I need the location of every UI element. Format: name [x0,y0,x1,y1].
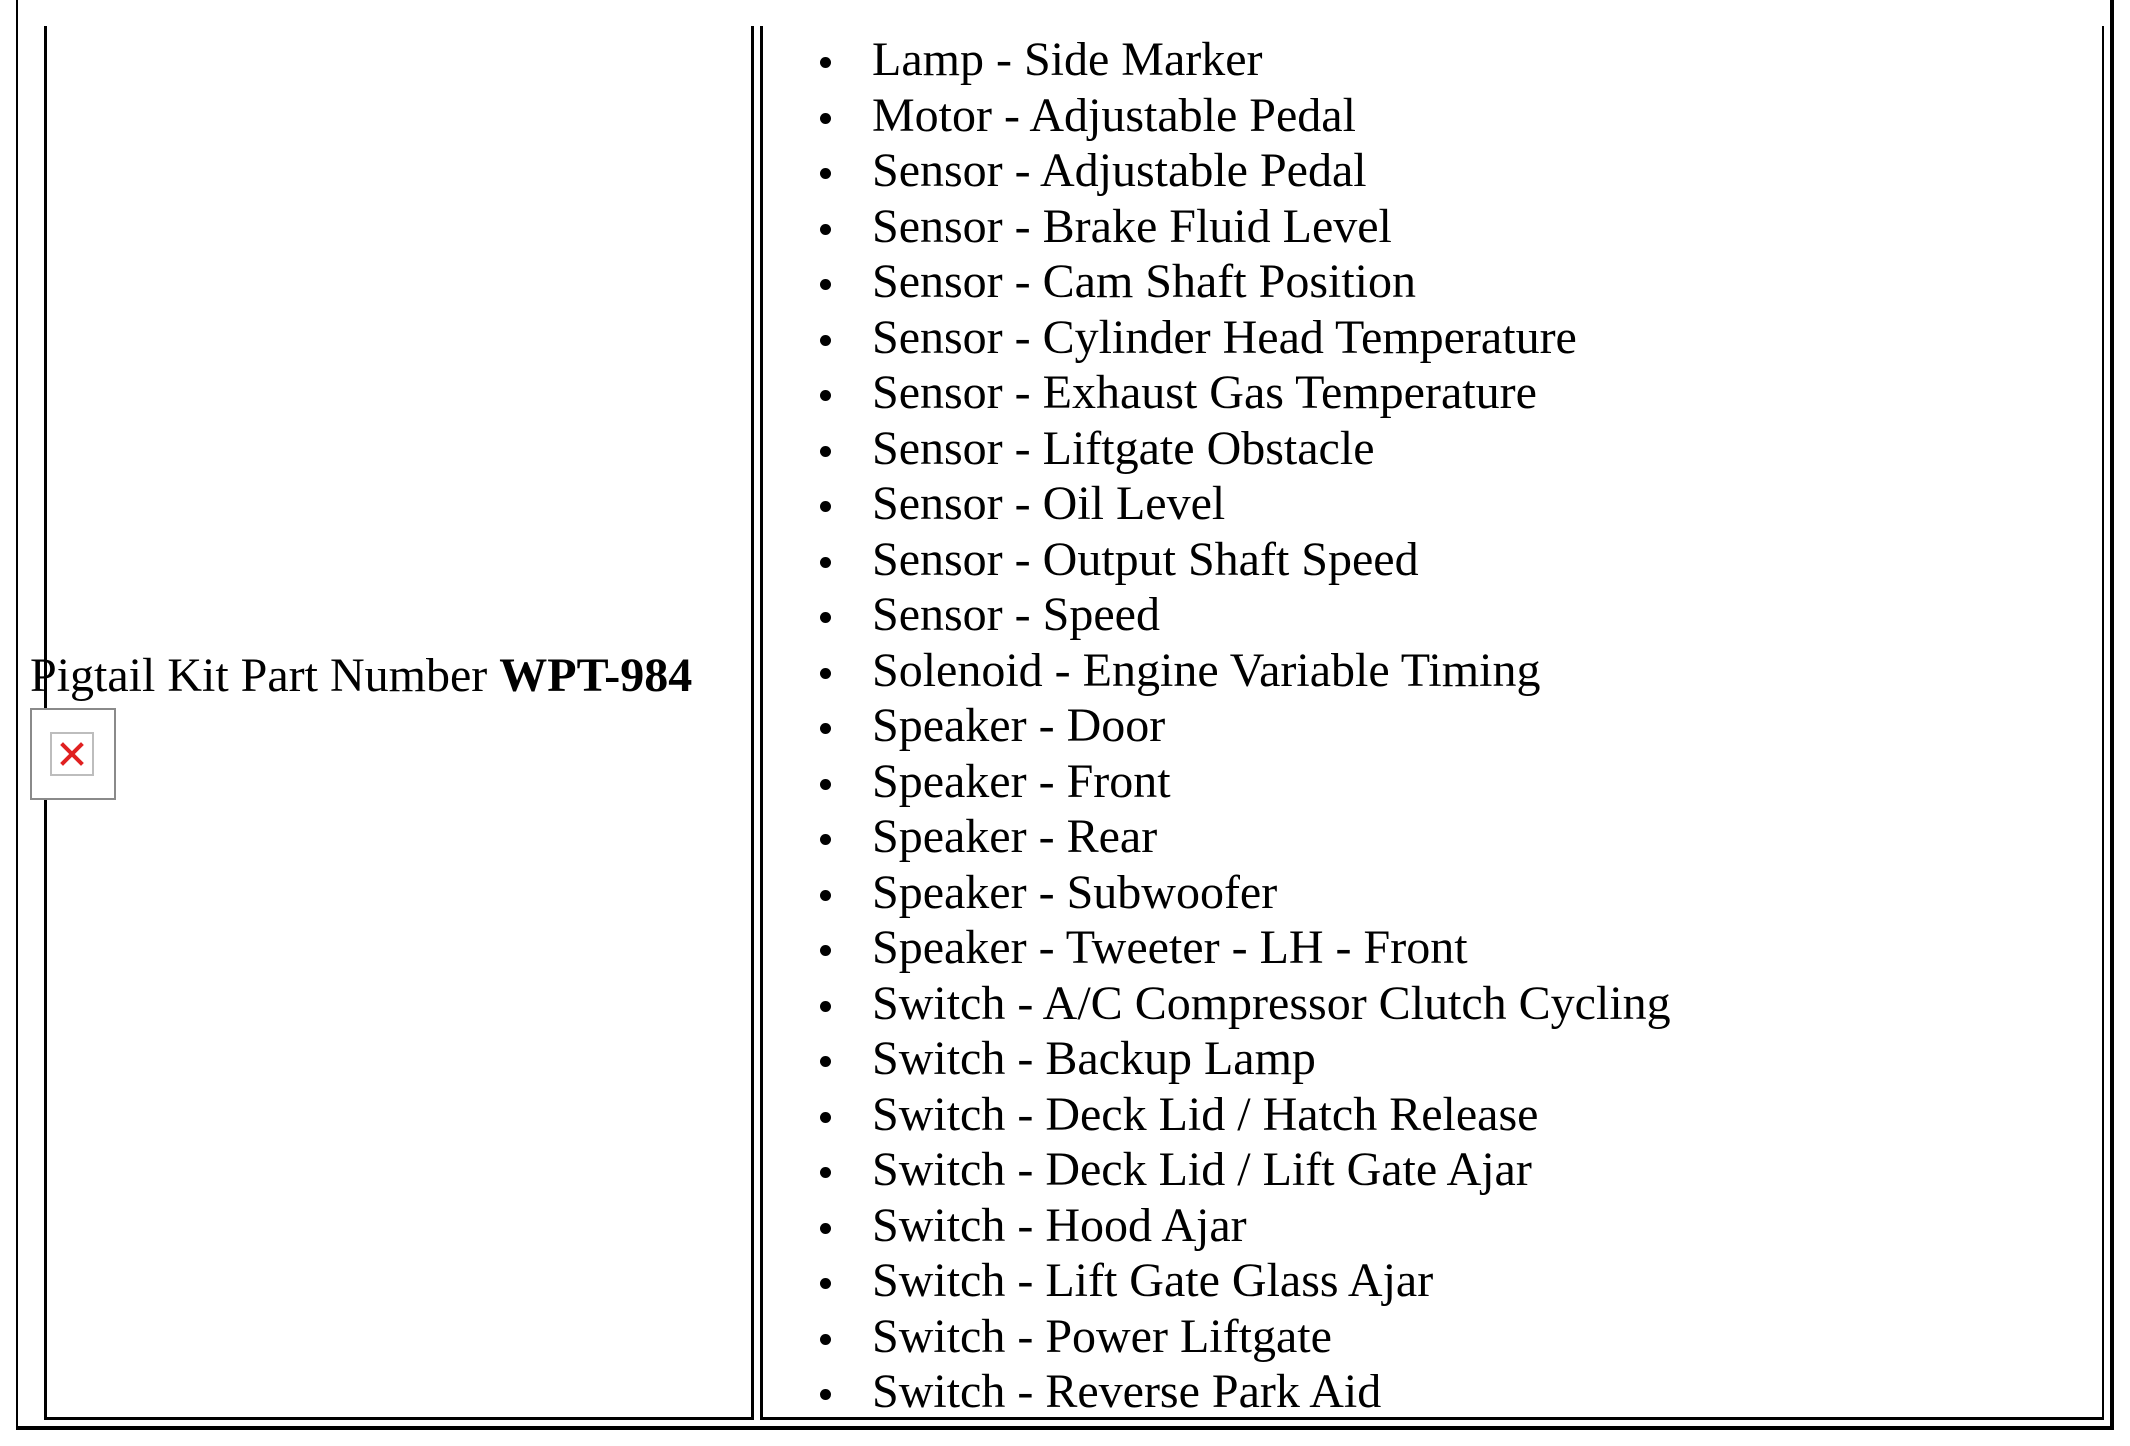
list-item-label: Switch - Deck Lid / Hatch Release [872,1087,1539,1141]
list-item-label: Sensor - Exhaust Gas Temperature [872,366,1537,419]
list-item-label: Switch - A/C Compressor Clutch Cycling [872,976,1671,1030]
list-item-label: Sensor - Adjustable Pedal [872,144,1367,197]
list-item-label: Solenoid - Engine Variable Timing [872,643,1541,697]
list-item-label: Speaker - Rear [872,810,1158,863]
bullet-icon [820,1056,831,1067]
close-x-icon [60,742,84,766]
bullet-icon [820,612,831,623]
bullet-icon [820,57,831,68]
bullet-icon [820,113,831,124]
bullet-icon [820,335,831,346]
bullet-icon [820,945,831,956]
list-item-label: Sensor - Output Shaft Speed [872,532,1419,586]
list-item-label: Switch - Power Liftgate [872,1309,1332,1363]
list-item-label: Speaker - Tweeter - LH - Front [872,921,1468,974]
part-number-label: Pigtail Kit Part Number [30,649,500,702]
list-item-label: Switch - Hood Ajar [872,1198,1247,1252]
bullet-icon [820,1112,831,1123]
list-item-label: Sensor - Speed [872,588,1160,641]
list-item-label: Sensor - Cylinder Head Temperature [872,310,1577,364]
broken-image-icon [30,708,116,800]
bullet-icon [820,1167,831,1178]
list-item-label: Sensor - Cam Shaft Position [872,255,1417,308]
list-item-label: Speaker - Door [872,699,1166,752]
part-number-line [30,648,730,704]
part-number-cell [44,26,754,1420]
list-item-label: Speaker - Front [872,754,1171,808]
list-item-label: Lamp - Side Marker [872,33,1263,86]
list-item-label: Switch - Deck Lid / Lift Gate Ajar [872,1143,1532,1196]
list-item-label: Sensor - Brake Fluid Level [872,199,1392,253]
bullet-icon [820,390,831,401]
bullet-icon [820,890,831,901]
bullet-icon [820,557,831,568]
bullet-icon [820,446,831,457]
bullet-icon [820,501,831,512]
list-item-label: Switch - Backup Lamp [872,1032,1316,1085]
bullet-icon [820,224,831,235]
bullet-icon [820,1223,831,1234]
bullet-icon [820,1389,831,1400]
bullet-icon [820,279,831,290]
bullet-icon [820,834,831,845]
bullet-icon [820,723,831,734]
list-item-label: Switch - Reverse Park Aid [872,1365,1382,1418]
bullet-icon [820,1001,831,1012]
bullet-icon [820,168,831,179]
list-item-label: Motor - Adjustable Pedal [872,88,1356,142]
list-item-label: Speaker - Subwoofer [872,865,1278,919]
part-info [30,648,730,704]
part-number-value: WPT-984 [499,649,693,702]
bullet-icon [820,779,831,790]
list-item-label: Sensor - Oil Level [872,477,1226,530]
broken-image-frame [50,732,94,776]
bullet-icon [820,1278,831,1289]
bullet-icon [820,1334,831,1345]
list-item-label: Sensor - Liftgate Obstacle [872,421,1375,475]
bullet-icon [820,668,831,679]
list-item-label: Switch - Lift Gate Glass Ajar [872,1254,1434,1307]
